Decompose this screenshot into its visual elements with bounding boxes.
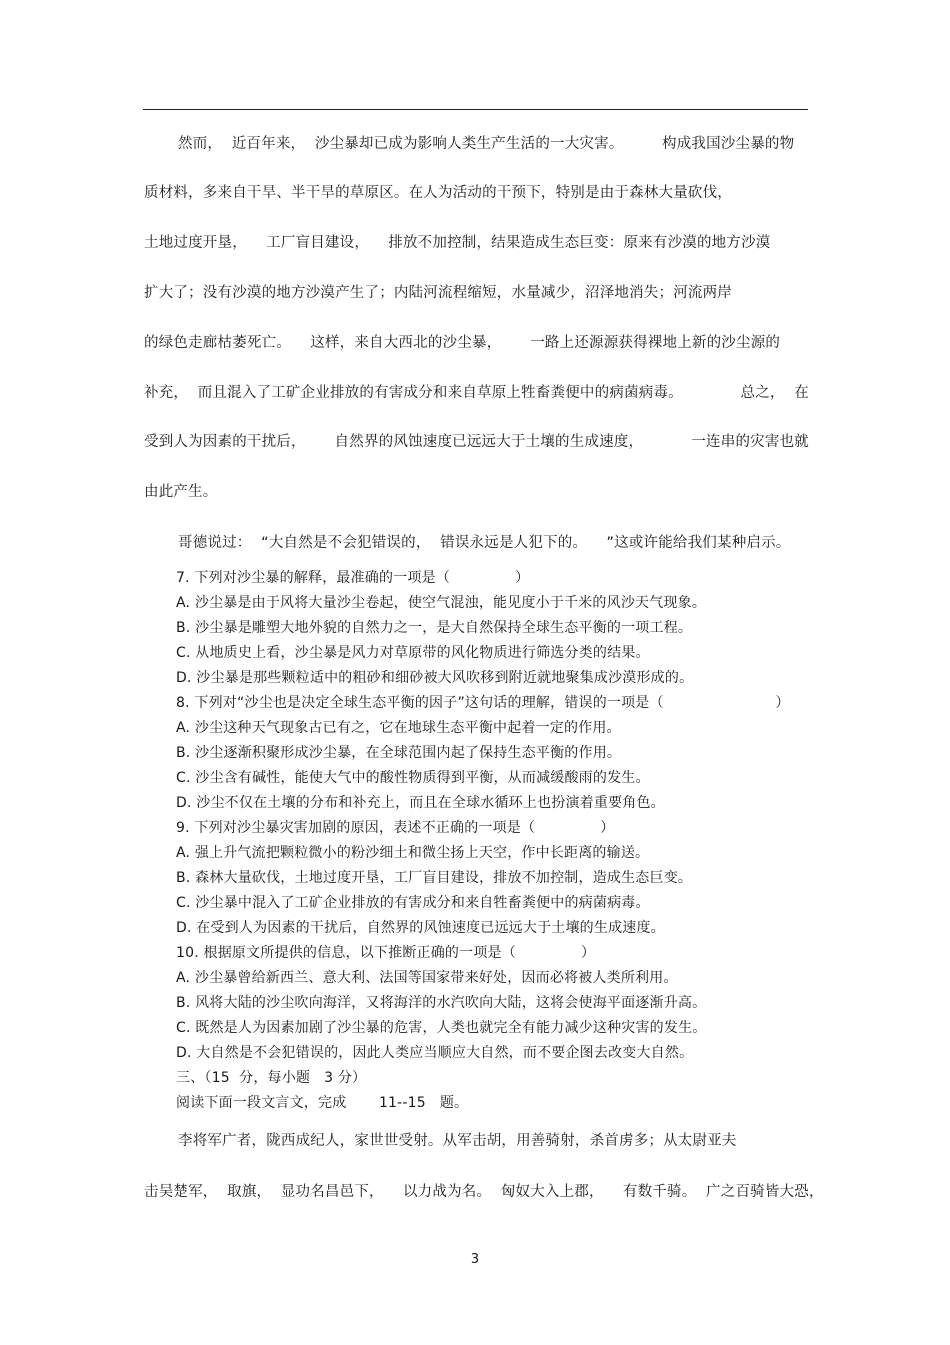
passage-line: 土地过度开垦， 工厂盲目建设， 排放不加控制，结果造成生态巨变：原来有沙漠的地方沙漠 bbox=[144, 235, 771, 251]
passage-line: 然而， 近百年来， 沙尘暴却已成为影响人类生产生活的一大灾害。 构成我国沙尘暴的物 bbox=[178, 136, 795, 152]
question-9-option-c: C. 沙尘暴中混入了工矿企业排放的有害成分和来自牲畜粪便中的病菌病毒。 bbox=[176, 895, 650, 911]
question-9-option-a: A. 强上升气流把颗粒微小的粉沙细土和微尘扬上天空，作中长距离的输送。 bbox=[176, 845, 650, 861]
header-rule bbox=[143, 109, 808, 110]
passage-line: 扩大了；没有沙漠的地方沙漠产生了；内陆河流程缩短，水量减少，沼泽地消失；河流两岸 bbox=[144, 285, 732, 301]
question-8-option-c: C. 沙尘含有碱性，能使大气中的酸性物质得到平衡，从而减缓酸雨的发生。 bbox=[176, 770, 650, 786]
question-7-option-a: A. 沙尘暴是由于风将大量沙尘卷起，使空气混浊，能见度小于千米的风沙天气现象。 bbox=[176, 595, 707, 611]
question-8-option-d: D. 沙尘不仅在土壤的分布和补充上，而且在全球水循环上也扮演着重要角色。 bbox=[176, 795, 665, 811]
question-8-option-b: B. 沙尘逐渐积聚形成沙尘暴，在全球范围内起了保持生态平衡的作用。 bbox=[176, 745, 622, 761]
classical-line: 李将军广者，陇西成纪人，家世世受射。从军击胡，用善骑射，杀首虏多；从太尉亚夫 bbox=[178, 1133, 737, 1149]
question-10-option-a: A. 沙尘暴曾给新西兰、意大利、法国等国家带来好处，因而必将被人类所利用。 bbox=[176, 970, 678, 986]
passage-line: 的绿色走廊枯萎死亡。 这样，来自大西北的沙尘暴， 一路上还源源获得裸地上新的沙尘源的 bbox=[144, 335, 781, 351]
question-7-option-c: C. 从地质史上看，沙尘暴是风力对草原带的风化物质进行筛选分类的结果。 bbox=[176, 645, 650, 661]
passage-line: 由此产生。 bbox=[144, 484, 218, 500]
passage-line: 质材料，多来自干旱、半干旱的草原区。在人为活动的干预下，特别是由于森林大量砍伐， bbox=[144, 185, 732, 201]
question-7-option-b: B. 沙尘暴是雕塑大地外貌的自然力之一，是大自然保持全球生态平衡的一项工程。 bbox=[176, 620, 693, 636]
question-8-stem: 8. 下列对“沙尘也是决定全球生态平衡的因子”这句话的理解，错误的一项是（ ） bbox=[176, 695, 790, 711]
page-number: 3 bbox=[470, 1252, 480, 1267]
passage-line: 补充， 而且混入了工矿企业排放的有害成分和来自草原上牲畜粪便中的病菌病毒。 总之， 在 bbox=[144, 385, 809, 401]
question-9-stem: 9. 下列对沙尘暴灾害加剧的原因，表述不正确的一项是（ ） bbox=[176, 820, 615, 836]
section-three-instruction: 阅读下面一段文言文，完成 11--15 题。 bbox=[176, 1095, 469, 1111]
question-8-option-a: A. 沙尘这种天气现象古已有之，它在地球生态平衡中起着一定的作用。 bbox=[176, 720, 621, 736]
goethe-quote: 哥德说过： “大自然是不会犯错误的， 错误永远是人犯下的。 ”这或许能给我们某种启示。 bbox=[178, 535, 791, 551]
question-9-option-d: D. 在受到人为因素的干扰后，自然界的风蚀速度已远远大于土壤的生成速度。 bbox=[176, 920, 665, 936]
question-10-option-b: B. 风将大陆的沙尘吹向海洋，又将海洋的水汽吹向大陆，这将会使海平面逐渐升高。 bbox=[176, 995, 707, 1011]
question-7-stem: 7. 下列对沙尘暴的解释，最准确的一项是（ ） bbox=[176, 570, 530, 586]
question-9-option-b: B. 森林大量砍伐，土地过度开垦，工厂盲目建设，排放不加控制，造成生态巨变。 bbox=[176, 870, 693, 886]
question-10-option-c: C. 既然是人为因素加剧了沙尘暴的危害，人类也就完全有能力减少这种灾害的发生。 bbox=[176, 1020, 707, 1036]
section-three-heading: 三、（15 分，每小题 3 分） bbox=[176, 1070, 367, 1086]
question-10-option-d: D. 大自然是不会犯错误的，因此人类应当顺应大自然，而不要企图去改变大自然。 bbox=[176, 1045, 694, 1061]
passage-line: 受到人为因素的干扰后， 自然界的风蚀速度已远远大于土壤的生成速度， 一连串的灾害也就 bbox=[144, 434, 809, 450]
question-10-stem: 10. 根据原文所提供的信息，以下推断正确的一项是（ ） bbox=[176, 945, 596, 961]
classical-line: 击吴楚军， 取旗， 显功名昌邑下， 以力战为名。 匈奴大入上郡， 有数千骑。 广之百骑皆大恐， bbox=[144, 1184, 824, 1200]
question-7-option-d: D. 沙尘暴是那些颗粒适中的粗砂和细砂被大风吹移到附近就地聚集成沙漠形成的。 bbox=[176, 670, 694, 686]
